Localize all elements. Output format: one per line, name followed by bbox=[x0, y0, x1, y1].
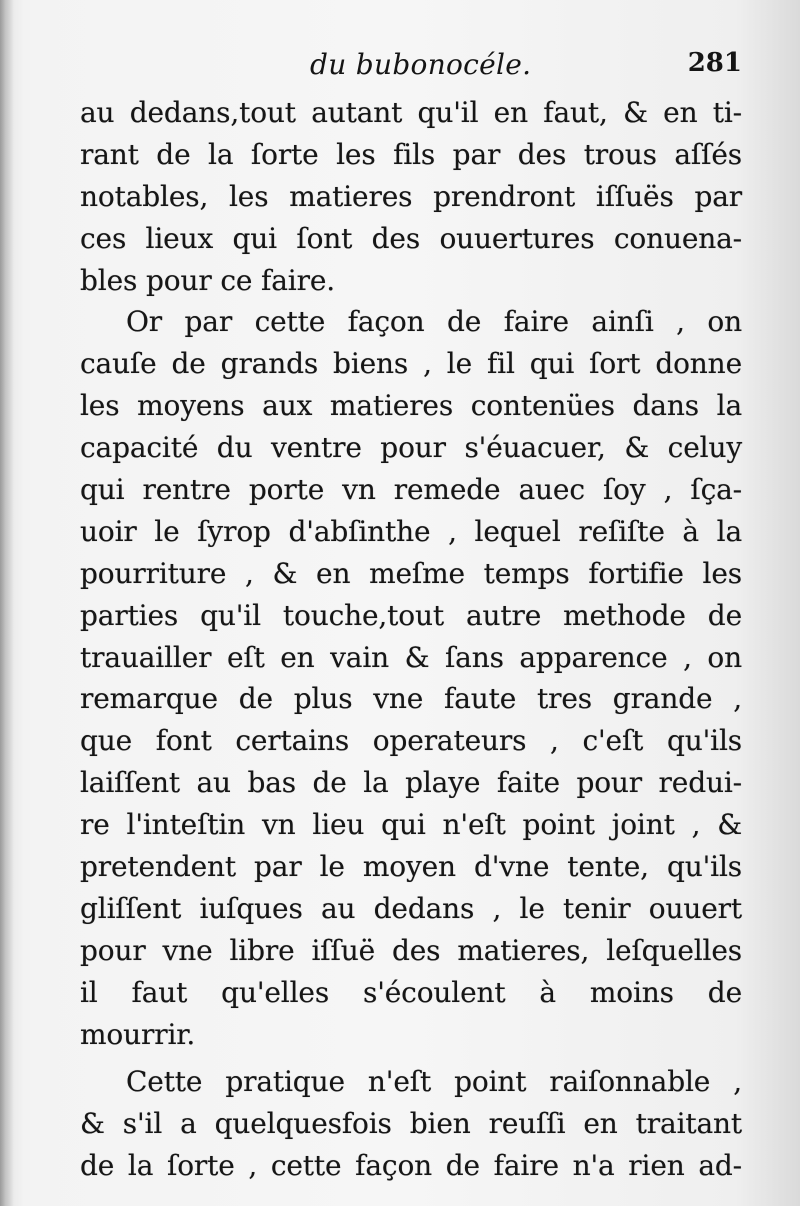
running-head bbox=[80, 48, 742, 88]
text-line: re l'inteſtin vn lieu qui n'eſt point joint , & bbox=[80, 808, 742, 842]
text-line: & s'il a quelquesfois bien reuſſi en traitant bbox=[80, 1107, 742, 1141]
text-line: qui rentre porte vn remede auec ſoy , ſça- bbox=[80, 473, 742, 507]
text-line: il faut qu'elles s'écoulent à moins de bbox=[80, 975, 742, 1009]
text-line: capacité du ventre pour s'éuacuer, & celuy bbox=[80, 431, 742, 465]
text-line: Cette pratique n'eſt point raiſonnable , bbox=[126, 1065, 742, 1099]
text-line: laiſſent au bas de la playe faite pour redui- bbox=[80, 766, 742, 800]
text-line: les moyens aux matieres contenües dans la bbox=[80, 389, 742, 423]
text-line: rant de la ſorte les fils par des trous aſſés bbox=[80, 137, 742, 171]
text-line: cauſe de grands biens , le fil qui ſort donne bbox=[80, 347, 742, 381]
text-line: ces lieux qui ſont des ouuertures conuena- bbox=[80, 221, 742, 255]
text-line: pour vne libre iſſuë des matieres, leſquelles bbox=[80, 933, 742, 967]
running-head-title: du bubonocéle. bbox=[310, 48, 532, 81]
text-line: mourrir. bbox=[80, 1017, 196, 1051]
text-line: uoir le ſyrop d'abſinthe , lequel reſiſte à la bbox=[80, 514, 742, 548]
text-line: gliſſent iuſques au dedans , le tenir ouuert bbox=[80, 891, 742, 925]
text-line: Or par cette façon de faire ainſi , on bbox=[126, 305, 742, 339]
page-number: 281 bbox=[687, 48, 742, 78]
text-line: parties qu'il touche,tout autre methode de bbox=[80, 598, 742, 632]
text-line: remarque de plus vne faute tres grande , bbox=[80, 682, 742, 716]
text-line: bles pour ce faire. bbox=[80, 263, 335, 297]
text-line: de la ſorte , cette façon de faire n'a rien ad- bbox=[80, 1149, 742, 1183]
text-line: au dedans,tout autant qu'il en faut, & en ti- bbox=[80, 96, 742, 129]
body-text bbox=[80, 92, 742, 1187]
text-line: pourriture , & en meſme temps fortifie les bbox=[80, 556, 742, 590]
page-gutter-shadow bbox=[0, 0, 14, 1206]
text-line: que font certains operateurs , c'eſt qu'ils bbox=[80, 724, 742, 758]
text-line: trauailler eſt en vain & ſans apparence , on bbox=[80, 640, 742, 674]
text-line: pretendent par le moyen d'vne tente, qu'ils bbox=[80, 850, 742, 884]
text-line: notables, les matieres prendront iſſuës par bbox=[80, 179, 742, 213]
